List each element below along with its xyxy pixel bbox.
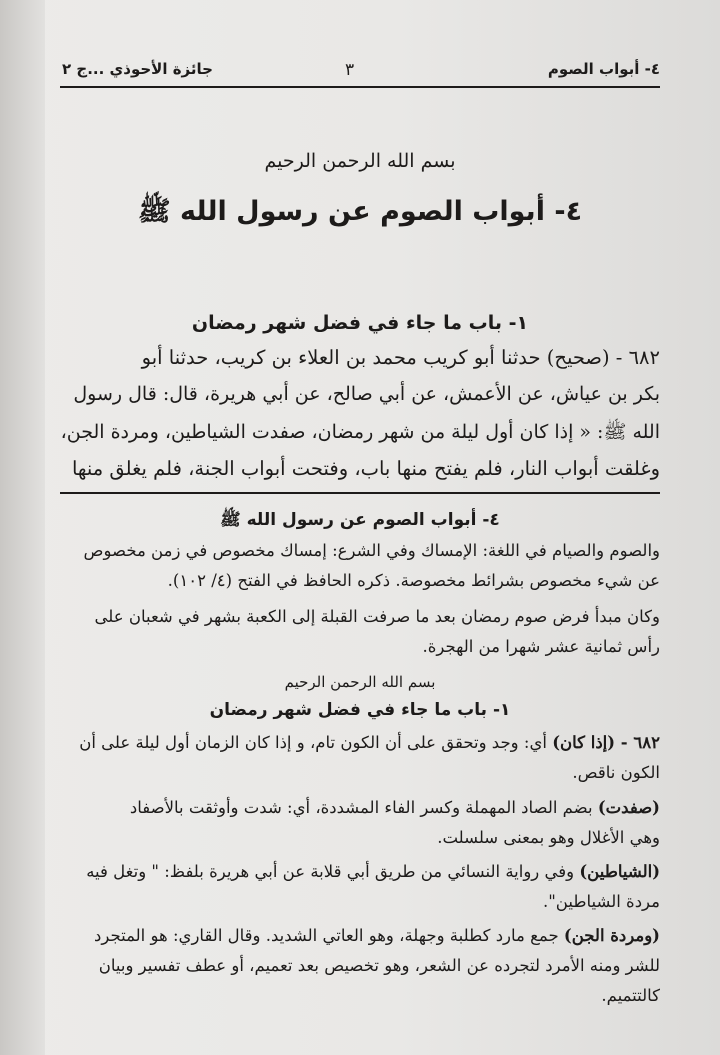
commentary-line: عن شيء مخصوص بشرائط مخصوصة. ذكره الحافظ في الفتح (٤/ ١٠٢). — [167, 571, 660, 590]
note-line: كالتتميم. — [601, 986, 660, 1005]
hadith-line: وغلقت أبواب النار، فلم يفتح منها باب، وفتحت أبواب الجنة، فلم يغلق منها — [71, 457, 660, 480]
commentary-line: والصوم والصيام في اللغة: الإمساك وفي الشرع: إمساك مخصوص في زمن مخصوص — [83, 541, 660, 560]
running-header-book: جائزة الأحوذي ...ج ٢ — [62, 60, 213, 78]
note-text: بضم الصاد المهملة وكسر الفاء المشددة، أي: شدت وأوثقت بالأصفاد — [129, 798, 598, 817]
note-line — [86, 862, 660, 881]
note-line: الكون ناقص. — [572, 763, 660, 782]
note-term: (صفدت) — [597, 798, 660, 817]
hadith-line: ٦٨٢ - (صحيح) حدثنا أبو كريب محمد بن العلاء بن كريب، حدثنا أبو — [141, 346, 660, 369]
chapter-title: ٤- أبواب الصوم عن رسول الله ﷺ — [137, 196, 583, 227]
commentary-bab-title: ١- باب ما جاء في فضل شهر رمضان — [209, 700, 511, 720]
note-term: (ومردة الجن) — [563, 926, 660, 945]
basmala: بسم الله الرحمن الرحيم — [264, 150, 456, 172]
note-line — [79, 733, 660, 752]
page-spine-shadow — [0, 0, 45, 1055]
commentary-chapter-title: ٤- أبواب الصوم عن رسول الله ﷺ — [220, 510, 500, 530]
commentary-separator — [60, 492, 660, 494]
note-term: (الشياطين) — [579, 862, 660, 881]
note-line: للشر ومنه الأمرد لتجرده عن الشعر، وهو تخصيص بعد تعميم، أو عطف تفسير وبيان — [98, 956, 660, 975]
note-text: أي: وجد وتحقق على أن الكون تام، و إذا كان الزمان أول ليلة على أن — [79, 733, 553, 752]
note-line: مردة الشياطين". — [542, 892, 660, 911]
note-line — [130, 798, 660, 817]
note-text: وفي رواية النسائي من طريق أبي قلابة عن أبي هريرة بلفظ: " وتغل فيه — [86, 862, 580, 881]
running-header-chapter: ٤- أبواب الصوم — [547, 60, 660, 78]
bab-title: ١- باب ما جاء في فضل شهر رمضان — [191, 312, 529, 334]
note-line — [94, 926, 660, 945]
hadith-line: بكر بن عياش، عن الأعمش، عن أبي صالح، عن أبي هريرة، قال: قال رسول — [73, 383, 660, 405]
hadith-line: الله ﷺ: « إذا كان أول ليلة من شهر رمضان، صفدت الشياطين، ومردة الجن، — [60, 421, 660, 443]
header-rule — [60, 86, 660, 88]
note-term: ٦٨٢ - (إذا كان) — [552, 733, 660, 752]
page-number: ٣ — [345, 60, 355, 80]
commentary-line: وكان مبدأ فرض صوم رمضان بعد ما صرفت القبلة إلى الكعبة بشهر في شعبان على — [94, 607, 660, 626]
commentary-basmala: بسم الله الرحمن الرحيم — [284, 673, 436, 691]
commentary-line: رأس ثمانية عشر شهرا من الهجرة. — [422, 637, 660, 656]
note-text: جمع مارد كطلبة وجهلة، وهو العاتي الشديد. وقال القاري: هو المتجرد — [94, 926, 564, 945]
note-line: وهي الأغلال وهو بمعنى سلسلت. — [437, 828, 660, 847]
